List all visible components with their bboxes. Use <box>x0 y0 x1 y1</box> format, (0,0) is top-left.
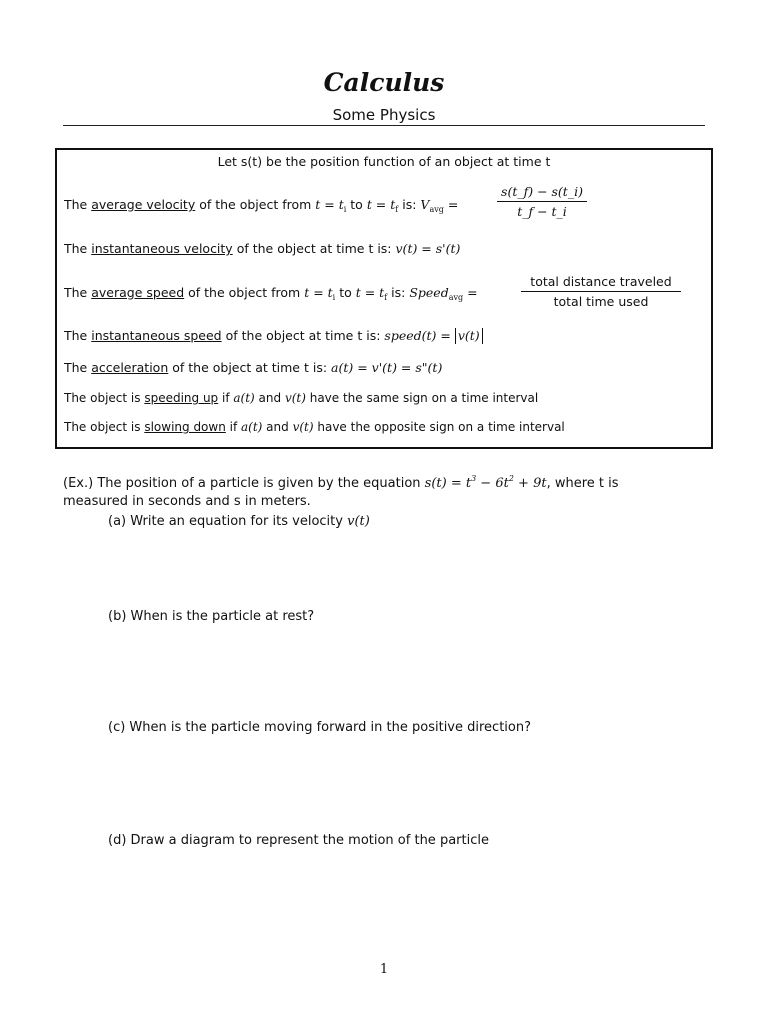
text: The object is <box>64 420 145 434</box>
math-t1: $t = t_i$ <box>315 197 347 214</box>
term-average-speed: average speed <box>91 285 185 300</box>
term-slowing-down: slowing down <box>144 420 226 434</box>
speeding-up-line <box>64 390 538 406</box>
fraction-denominator: total time used <box>553 294 649 309</box>
text: if <box>218 391 234 405</box>
acceleration-line <box>64 360 442 376</box>
text: to <box>335 285 356 300</box>
math-vavg: $V_{avg}$ <box>420 197 444 214</box>
text: of the object from <box>195 197 316 212</box>
term-instantaneous-speed: instantaneous speed <box>91 328 222 343</box>
math-acceleration: a(t) = v'(t) = s"(t) <box>331 360 443 375</box>
text: if <box>225 420 242 434</box>
text: have the opposite sign on a time interval <box>313 420 565 434</box>
fraction-numerator: total distance traveled <box>530 274 672 289</box>
example-line-1 <box>63 474 619 491</box>
math-velocity: v(t) = s'(t) <box>395 241 461 256</box>
avg-speed-fraction <box>521 274 681 309</box>
math-a: a(t) <box>241 420 263 434</box>
text: of the object from <box>184 285 305 300</box>
math-speed: speed(t) = <box>384 328 455 343</box>
math-abs-velocity: v(t) <box>455 328 483 344</box>
math-t1: $t = t_i$ <box>304 285 336 302</box>
inst-speed-line <box>64 328 483 344</box>
term-speeding-up: speeding up <box>144 391 219 405</box>
math-position-equation: $s(t) = t^3 - 6t^2 + 9t$ <box>424 474 547 491</box>
page-title: Calculus <box>323 68 445 97</box>
avg-speed-line <box>64 285 478 306</box>
intro-text: Let s(t) be the position function of an object at time t <box>217 154 551 169</box>
text: The object is <box>64 391 145 405</box>
math-t2: $t = t_f$ <box>355 285 388 302</box>
text: = <box>443 197 459 212</box>
text: is: <box>387 285 410 300</box>
text: and <box>262 420 293 434</box>
example-line-2: measured in seconds and s in meters. <box>63 494 311 509</box>
math-t2: $t = t_f$ <box>366 197 399 214</box>
math-speed-avg: Speed$_{avg}$ <box>409 285 464 302</box>
text: The <box>64 197 92 212</box>
text: = <box>463 285 478 300</box>
text: of the object at time t is: <box>232 241 396 256</box>
term-instantaneous-velocity: instantaneous velocity <box>91 241 233 256</box>
fraction-denominator: t_f − t_i <box>517 204 567 219</box>
text: to <box>346 197 367 212</box>
question-b: (b) When is the particle at rest? <box>108 609 315 624</box>
text: and <box>254 391 285 405</box>
definitions-box <box>55 148 713 449</box>
question-d: (d) Draw a diagram to represent the motion of the particle <box>108 833 489 848</box>
term-average-velocity: average velocity <box>91 197 196 212</box>
text: is: <box>398 197 421 212</box>
slowing-down-line <box>64 419 565 435</box>
text: The <box>64 241 92 256</box>
avg-velocity-line <box>64 197 458 218</box>
text: have the same sign on a time interval <box>305 391 539 405</box>
question-a <box>108 514 370 529</box>
intro-line <box>57 154 711 170</box>
fraction-bar <box>497 201 587 202</box>
math-a: a(t) <box>233 391 255 405</box>
text: , where t is <box>546 476 619 491</box>
header-rule <box>63 125 705 126</box>
page-number: 1 <box>379 962 389 977</box>
text: of the object at time t is: <box>221 328 385 343</box>
question-c: (c) When is the particle moving forward in the positive direction? <box>108 720 531 735</box>
text: of the object at time t is: <box>168 360 332 375</box>
fraction-numerator: s(t_f) − s(t_i) <box>501 184 583 199</box>
inst-velocity-line <box>64 241 460 257</box>
page-subtitle: Some Physics <box>332 106 436 124</box>
text: The <box>64 285 92 300</box>
term-acceleration: acceleration <box>91 360 169 375</box>
fraction-bar <box>521 291 681 292</box>
avg-velocity-fraction <box>497 184 587 219</box>
math-velocity: v(t) <box>347 514 370 529</box>
text: The <box>64 328 92 343</box>
text: (a) Write an equation for its velocity <box>108 514 348 529</box>
math-v: v(t) <box>284 391 306 405</box>
text: (Ex.) The position of a particle is given by the equation <box>63 476 425 491</box>
text: The <box>64 360 92 375</box>
math-v: v(t) <box>292 420 314 434</box>
